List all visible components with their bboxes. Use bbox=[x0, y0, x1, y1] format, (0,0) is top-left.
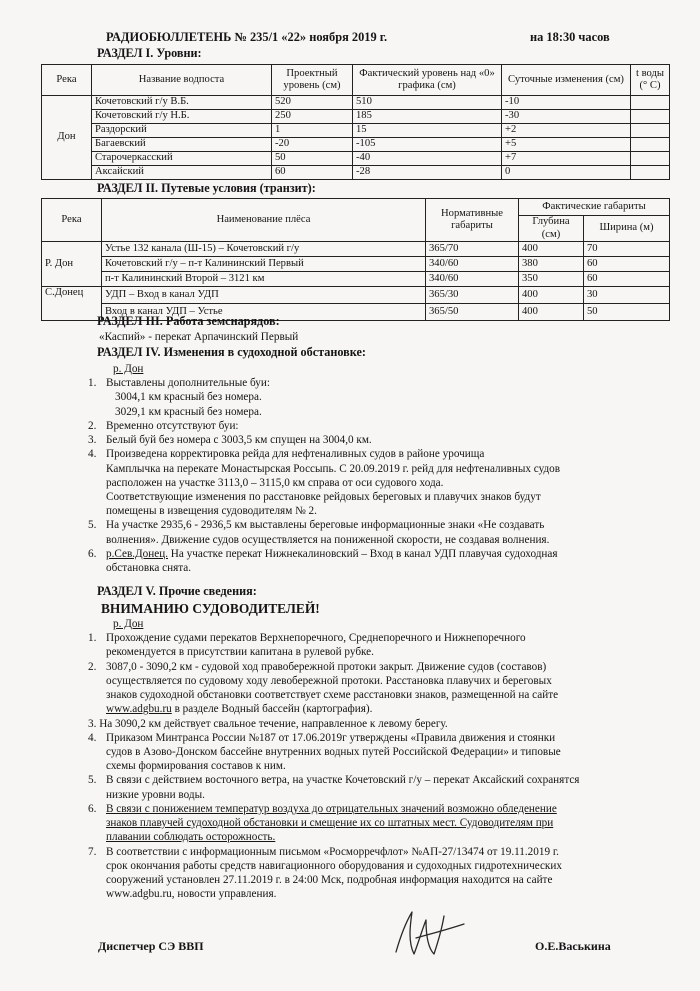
list-item: 1. Выставлены дополнительные буи: bbox=[88, 377, 270, 390]
depth: 400 bbox=[519, 304, 584, 321]
list-item: 3004,1 км красный без номера. bbox=[115, 391, 262, 404]
width: 50 bbox=[584, 304, 670, 321]
table-row bbox=[42, 257, 670, 272]
reach-name: Устье 132 канала (Ш-15) – Кочетовский г/у bbox=[102, 242, 426, 257]
dredger-text: «Каспий» - перекат Арпачинский Первый bbox=[99, 331, 299, 343]
list-item: 4. Приказом Минтранса России №187 от 17.06.2019г утверждены «Правила движения и стоянки bbox=[88, 731, 556, 744]
table-row bbox=[42, 152, 670, 166]
levels-table-header bbox=[42, 65, 670, 96]
design-level: 1 bbox=[272, 124, 353, 138]
table-row bbox=[42, 166, 670, 180]
station-name: Аксайский bbox=[92, 166, 272, 180]
bulletin-time: на 18:30 часов bbox=[530, 30, 610, 44]
reach-name: п-т Калининский Второй – 3121 км bbox=[102, 272, 426, 287]
col-station: Название водпоста bbox=[92, 65, 272, 96]
water-temp bbox=[631, 152, 670, 166]
bulletin-title bbox=[106, 30, 666, 46]
river-cell: Дон bbox=[42, 96, 92, 180]
bulletin-title-text: РАДИОБЮЛЛЕТЕНЬ № 235/1 «22» ноября 2019 г. bbox=[106, 30, 388, 44]
list-item: 3029,1 км красный без номера. bbox=[115, 405, 262, 418]
col-water-temp: t воды (° C) bbox=[631, 65, 670, 96]
list-item: 6. р.Сев.Донец. На участке перекат Нижнекалиновский – Вход в канал УДП плавучая судоходная bbox=[88, 547, 558, 560]
river-label: р. Дон bbox=[113, 363, 144, 375]
reach-name: Вход в канал УДП – Устье bbox=[102, 304, 426, 321]
levels-table bbox=[41, 64, 670, 180]
col-reach-name: Наименование плёса bbox=[102, 199, 426, 242]
design-level: 50 bbox=[272, 152, 353, 166]
river-cell: Р. Дон bbox=[42, 242, 102, 287]
table-row bbox=[42, 138, 670, 152]
col-actual-dims: Фактические габариты bbox=[519, 199, 670, 216]
list-item: 2. 3087,0 - 3090,2 км - судовой ход правобережной протоки закрыт. Движение судов (составов) bbox=[88, 660, 547, 673]
water-temp bbox=[631, 138, 670, 152]
daily-change: +5 bbox=[502, 138, 631, 152]
section-4-body: р. Дон 1. Выставлены дополнительные буи: 3004,1 км красный без номера. 3029,1 км красный без номера. 2. Временно отсутствуют буи: 3. Белый буй без номера с 3003,5 км спущен на 3004,0 км. 4. Произведена корректировка рейда для нефтеналивных судов в районе урочища Камплычка на перекате Монастырская Россыпь. С 20.09.2019 г. рейд для нефтеналивных судов расположен на участке 3113,0 – 3115,0 км справа от оси судового хода. Соответствующие изменения по расстановке рейдовых береговых и плавучих знаков будут помещены в извещения судоводителям № 2. 5. На участке 2935,6 - 2936,5 км выставлены береговые информационные знаки «Не создавать волнения». Движение судов осуществляется на пониженной скорости, не создавая волнения. 6. р.Сев.Донец. На участке перекат Нижнекалиновский – Вход в канал УДП плавучая судоходная обстановка снята. bbox=[88, 362, 663, 575]
col-design-level: Проектный уровень (см) bbox=[272, 65, 353, 96]
daily-change: -10 bbox=[502, 96, 631, 110]
list-item: 5. На участке 2935,6 - 2936,5 км выставлены береговые информационные знаки «Не создавать bbox=[88, 519, 545, 532]
water-temp bbox=[631, 166, 670, 180]
dispatcher-label: Диспетчер СЭ ВВП bbox=[98, 939, 204, 953]
signature bbox=[386, 908, 468, 964]
norm-dims: 340/60 bbox=[426, 272, 519, 287]
water-temp bbox=[631, 124, 670, 138]
list-item: 3. Белый буй без номера с 3003,5 км спущен на 3004,0 км. bbox=[88, 434, 372, 447]
list-item: 3. На 3090,2 км действует свальное течение, направленное к левому берегу. bbox=[88, 717, 448, 730]
station-name: Раздорский bbox=[92, 124, 272, 138]
river-cell: С.Донец bbox=[42, 287, 102, 321]
col-norm-dims: Нормативные габариты bbox=[426, 199, 519, 242]
col-daily-change: Суточные изменения (см) bbox=[502, 65, 631, 96]
actual-level: 185 bbox=[353, 110, 502, 124]
design-level: -20 bbox=[272, 138, 353, 152]
attention-heading: ВНИМАНИЮ СУДОВОДИТЕЛЕЙ! bbox=[101, 601, 320, 616]
list-item: 1. Прохождение судами перекатов Верхнепоречного, Среднепоречного и Нижнепоречного bbox=[88, 632, 526, 645]
actual-level: -105 bbox=[353, 138, 502, 152]
table-row bbox=[42, 242, 670, 257]
list-item: 5. В связи с действием восточного ветра, на участке Кочетовский г/у – перекат Аксайский сохранятся bbox=[88, 774, 580, 787]
adgbu-link[interactable]: www.adgbu.ru bbox=[106, 703, 172, 716]
daily-change: +7 bbox=[502, 152, 631, 166]
list-item: 2. Временно отсутствуют буи: bbox=[88, 419, 239, 432]
list-item: 6. В связи с понижением температур воздуха до отрицательных значений возможно обледенение bbox=[88, 802, 557, 815]
width: 70 bbox=[584, 242, 670, 257]
col-width: Ширина (м) bbox=[584, 216, 670, 242]
table-row bbox=[42, 272, 670, 287]
depth: 400 bbox=[519, 287, 584, 304]
norm-dims: 365/30 bbox=[426, 287, 519, 304]
water-temp bbox=[631, 96, 670, 110]
section-3-heading: РАЗДЕЛ III. Работа земснарядов: bbox=[97, 314, 280, 328]
table-row bbox=[42, 96, 670, 110]
norm-dims: 365/50 bbox=[426, 304, 519, 321]
col-river: Река bbox=[42, 199, 102, 242]
river-label: р. Дон bbox=[113, 618, 144, 630]
reach-name: Кочетовский г/у – п-т Калининский Первый bbox=[102, 257, 426, 272]
section-5-heading: РАЗДЕЛ V. Прочие сведения: bbox=[97, 584, 257, 598]
reach-name: УДП – Вход в канал УДП bbox=[102, 287, 426, 304]
actual-level: 510 bbox=[353, 96, 502, 110]
transit-table bbox=[41, 198, 670, 321]
daily-change: 0 bbox=[502, 166, 631, 180]
station-name: Старочеркасский bbox=[92, 152, 272, 166]
width: 60 bbox=[584, 257, 670, 272]
list-item: 7. В соответствии с информационным письмом «Росморречфлот» №АП-27/13474 от 19.11.2019 г. bbox=[88, 845, 559, 858]
col-actual-level: Фактический уровень над «0» графика (см) bbox=[353, 65, 502, 96]
station-name: Багаевский bbox=[92, 138, 272, 152]
design-level: 60 bbox=[272, 166, 353, 180]
signatory-name: О.Е.Васькина bbox=[535, 939, 611, 953]
actual-level: 15 bbox=[353, 124, 502, 138]
col-river: Река bbox=[42, 65, 92, 96]
section-1-heading: РАЗДЕЛ I. Уровни: bbox=[97, 46, 202, 60]
station-name: Кочетовский г/у Н.Б. bbox=[92, 110, 272, 124]
depth: 380 bbox=[519, 257, 584, 272]
actual-level: -40 bbox=[353, 152, 502, 166]
transit-table-header-1 bbox=[42, 199, 670, 216]
section-4-heading: РАЗДЕЛ IV. Изменения в судоходной обстановке: bbox=[97, 345, 366, 359]
width: 30 bbox=[584, 287, 670, 304]
section-5-body: р. Дон 1. Прохождение судами перекатов Верхнепоречного, Среднепоречного и Нижнепоречного рекомендуется в присутствии капитана в рулевой рубке. 2. 3087,0 - 3090,2 км - судовой ход правобережной протоки закрыт. Движение судов (составов) осуществляется по судовому ходу левобережной протоки. Расстановка плавучих и береговых знаков судоходной обстановки соответствует схеме расстановки знаков, размещенной на сайте www.adgbu.ru в разделе Водный бассейн (картография). 3. На 3090,2 км действует свальное течение, направленное к левому берегу. 4. Приказом Минтранса России №187 от 17.06.2019г утверждены «Правила движения и стоянки судов в Азово-Донском бассейне внутренних водных путей Российской Федерации» и типовые схемы формирования составов к ним. 5. В связи с действием восточного ветра, на участке Кочетовский г/у – перекат Аксайский сохранятся низкие уровни воды. 6. В связи с понижением температур воздуха до отрицательных значений возможно обледенение знаков плавучей судоходной обстановки и смещение их со штатных мест. Судоводителям при плавании соблюдать осторожность. 7. В соответствии с информационным письмом «Росморречфлот» №АП-27/13474 от 19.11.2019 г. срок окончания работы средств навигационного оборудования и судоходных гидротехнических сооружений установлен 27.11.2019 г. в 24:00 Мск, подробная информация находится на сайте www.adgbu.ru, новости управления. bbox=[88, 617, 663, 901]
norm-dims: 340/60 bbox=[426, 257, 519, 272]
table-row bbox=[42, 110, 670, 124]
depth: 350 bbox=[519, 272, 584, 287]
design-level: 250 bbox=[272, 110, 353, 124]
daily-change: -30 bbox=[502, 110, 631, 124]
section-2-heading: РАЗДЕЛ II. Путевые условия (транзит): bbox=[97, 181, 316, 195]
list-item: 4. Произведена корректировка рейда для нефтеналивных судов в районе урочища bbox=[88, 448, 485, 461]
norm-dims: 365/70 bbox=[426, 242, 519, 257]
col-depth: Глубина (см) bbox=[519, 216, 584, 242]
actual-level: -28 bbox=[353, 166, 502, 180]
station-name: Кочетовский г/у В.Б. bbox=[92, 96, 272, 110]
design-level: 520 bbox=[272, 96, 353, 110]
table-row bbox=[42, 287, 670, 304]
depth: 400 bbox=[519, 242, 584, 257]
daily-change: +2 bbox=[502, 124, 631, 138]
width: 60 bbox=[584, 272, 670, 287]
table-row bbox=[42, 124, 670, 138]
water-temp bbox=[631, 110, 670, 124]
